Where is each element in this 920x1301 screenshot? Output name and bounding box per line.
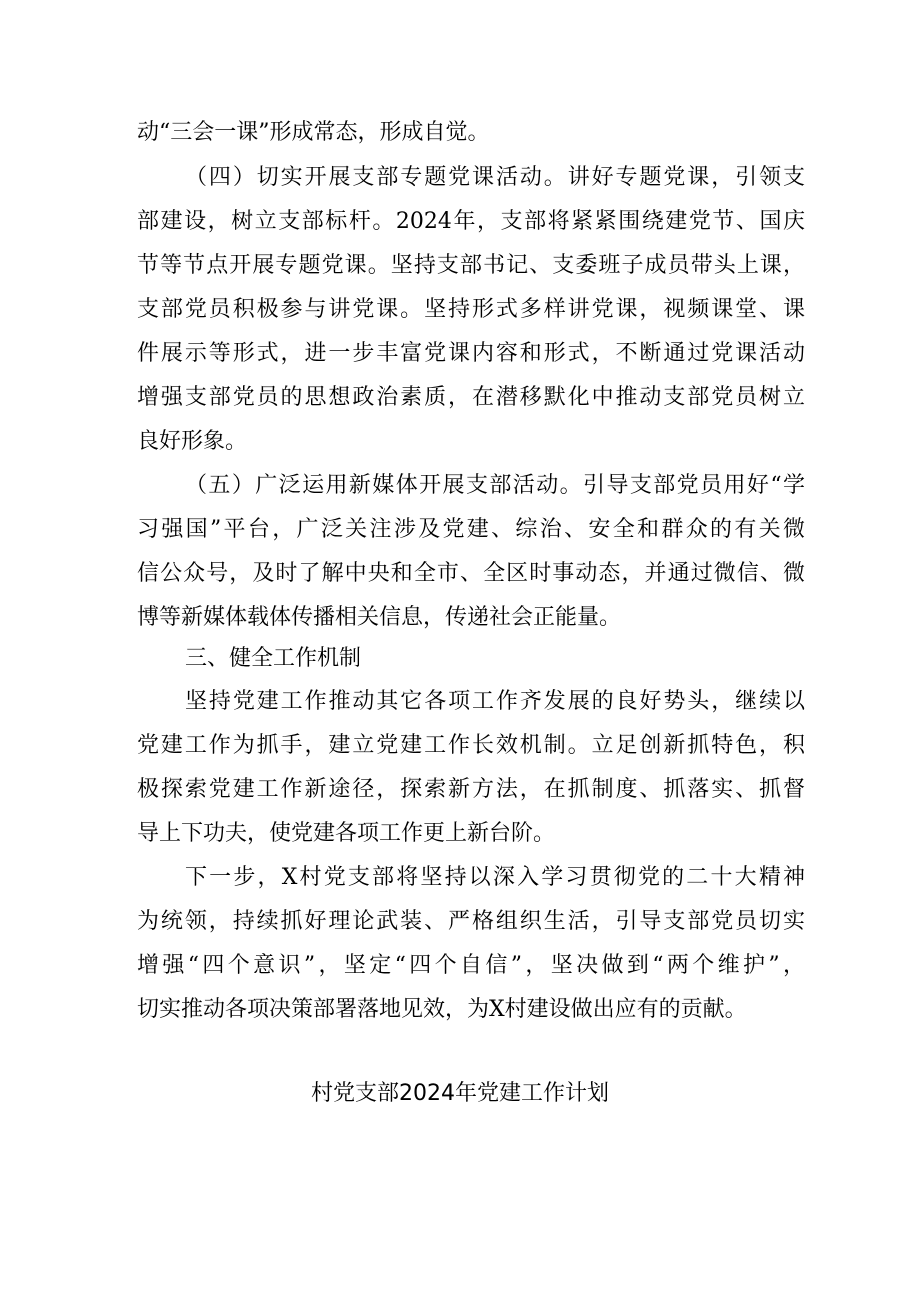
paragraph-line: 增强“四个意识”，坚定“四个自信”，坚决做到“两个维护”， — [137, 953, 805, 978]
paragraph-line: 下一步，X村党支部将坚持以深入学习贯彻党的二十大精神 — [185, 865, 805, 890]
paragraph-line: 习强国”平台，广泛关注涉及党建、综治、安全和群众的有关微 — [137, 517, 805, 542]
paragraph-line: 导上下功夫，使党建各项工作更上新台阶。 — [137, 821, 556, 846]
paragraph-line: 党建工作为抓手，建立党建工作长效机制。立足创新抓特色，积 — [137, 733, 805, 758]
paragraph-line: 极探索党建工作新途径，探索新方法，在抓制度、抓落实、抓督 — [137, 777, 805, 802]
paragraph-line: （五）广泛运用新媒体开展支部活动。引导支部党员用好“学 — [185, 473, 805, 498]
paragraph-line: 动“三会一课”形成常态，形成自觉。 — [137, 120, 490, 145]
paragraph-line: 节等节点开展专题党课。坚持支部书记、支委班子成员带头上课， — [137, 253, 805, 278]
paragraph-line: （四）切实开展支部专题党课活动。讲好专题党课，引领支 — [185, 165, 805, 190]
paragraph-line: 为统领，持续抓好理论武装、严格组织生活，引导支部党员切实 — [137, 909, 805, 934]
paragraph-line: 切实推动各项决策部署落地见效，为X村建设做出应有的贡献。 — [137, 997, 747, 1022]
paragraph-line: 信公众号，及时了解中央和全市、全区时事动态，并通过微信、微 — [137, 561, 805, 586]
paragraph-line: 增强支部党员的思想政治素质，在潜移默化中推动支部党员树立 — [137, 385, 805, 410]
next-document-title: 村党支部2024年党建工作计划 — [311, 1081, 609, 1106]
paragraph-line: 良好形象。 — [137, 429, 248, 454]
paragraph-line: 博等新媒体载体传播相关信息，传递社会正能量。 — [137, 605, 622, 630]
paragraph-line: 坚持党建工作推动其它各项工作齐发展的良好势头，继续以 — [185, 689, 805, 714]
paragraph-line: 部建设，树立支部标杆。2024年，支部将紧紧围绕建党节、国庆 — [137, 209, 805, 234]
paragraph-line: 支部党员积极参与讲党课。坚持形式多样讲党课，视频课堂、课 — [137, 297, 805, 322]
section-heading: 三、健全工作机制 — [185, 646, 362, 671]
paragraph-line: 件展示等形式，进一步丰富党课内容和形式，不断通过党课活动 — [137, 341, 805, 366]
